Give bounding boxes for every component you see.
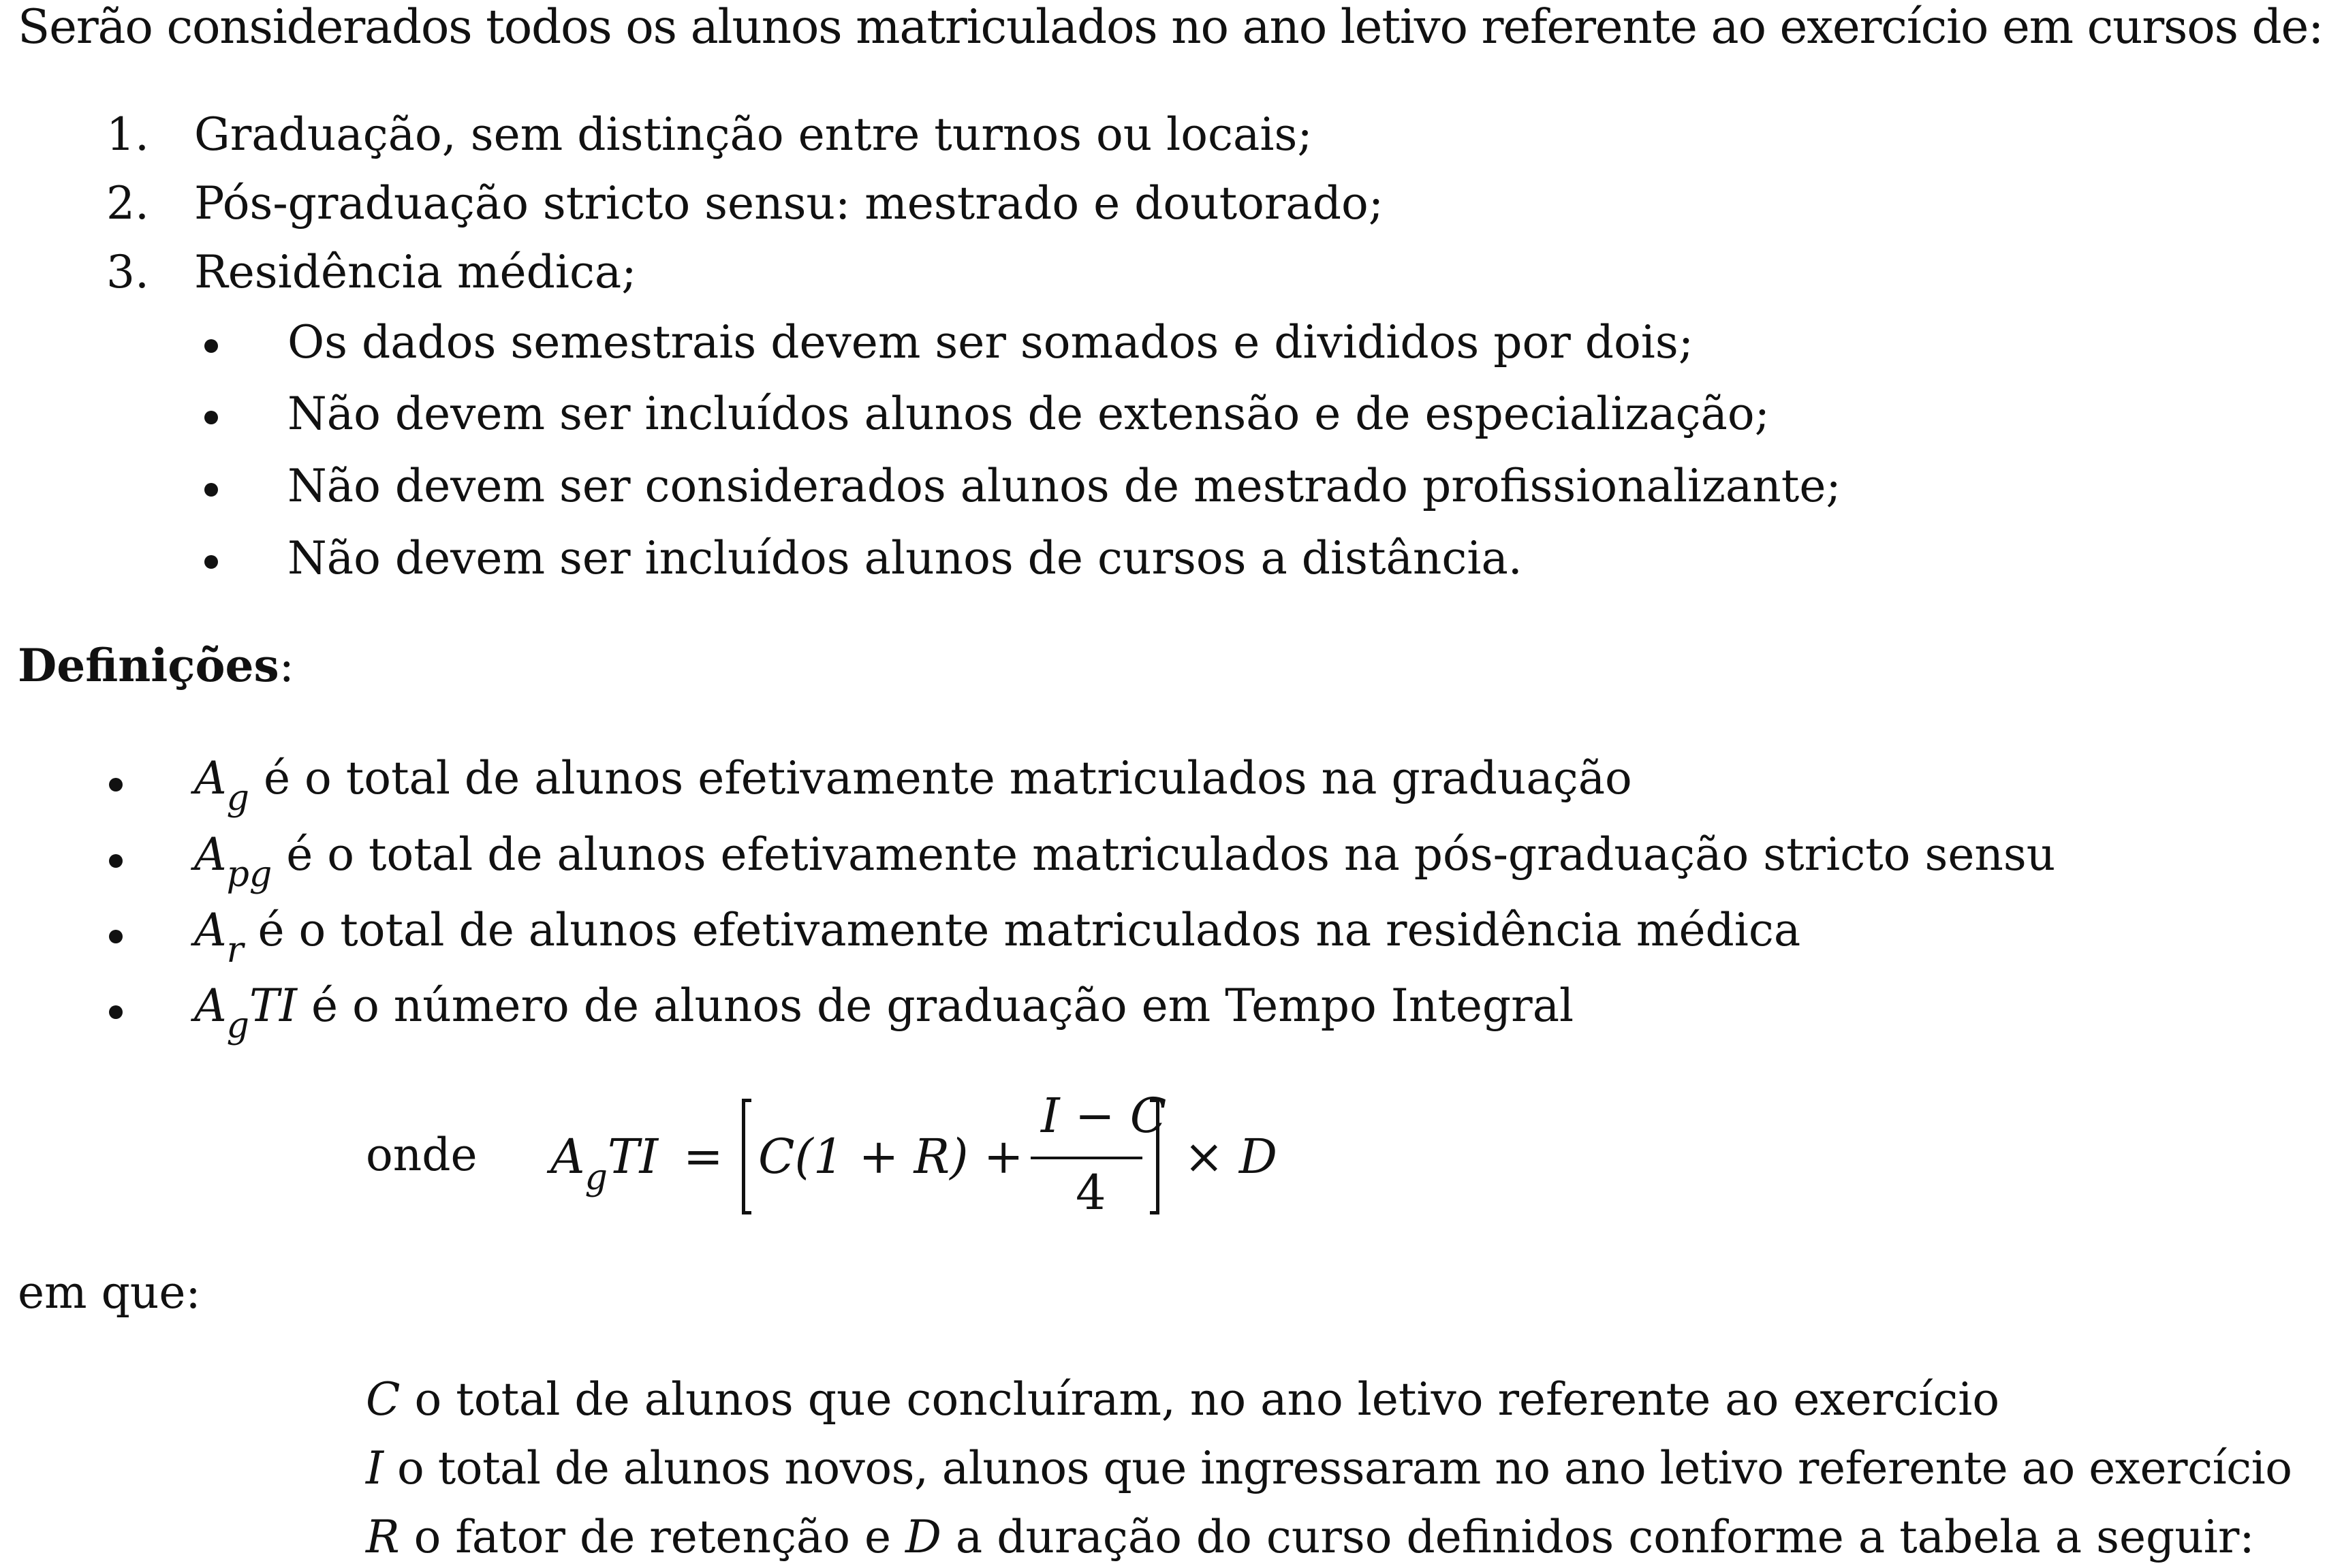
definition-2-text: é o total de alunos efetivamente matriculados na pós-graduação stricto sensu — [272, 828, 2056, 881]
definition-4-subscript: g — [226, 1005, 249, 1046]
definition-3-symbol: A — [194, 904, 227, 956]
em-que-label: em que: — [18, 1266, 201, 1319]
note-item-3: Não devem ser considerados alunos de mestrado profissionalizante; — [287, 460, 1841, 512]
numbered-item-2-number: 2. — [106, 177, 149, 230]
definitions-heading-colon: : — [279, 640, 294, 692]
formula-where-label: onde — [366, 1129, 478, 1181]
explanation-c — [366, 1373, 2008, 1426]
formula-denominator: 4 — [1076, 1165, 1106, 1221]
numbered-item-1-text: Graduação, sem distinção entre turnos ou locais; — [194, 108, 1313, 161]
definition-item-2 — [194, 828, 2136, 895]
intro-paragraph: Serão considerados todos os alunos matriculados no ano letivo referente ao exercício em cursos de: — [18, 0, 2324, 54]
explanation-i-symbol: I — [366, 1442, 384, 1494]
explanation-r-text: o fator de retenção e — [399, 1511, 906, 1563]
definition-3-subscript: r — [226, 930, 244, 971]
formula-lhs-suffix: TI — [607, 1129, 659, 1185]
definition-1-subscript: g — [226, 778, 249, 819]
formula-agti — [550, 1086, 1368, 1221]
note-item-2: Não devem ser incluídos alunos de extensão e de especialização; — [287, 388, 1770, 440]
definition-item-3 — [194, 904, 1863, 971]
formula-left-bracket — [742, 1099, 751, 1214]
note-bullet-4 — [204, 555, 218, 569]
note-item-4: Não devem ser incluídos alunos de cursos a distância. — [287, 532, 1523, 584]
note-item-1: Os dados semestrais devem ser somados e divididos por dois; — [287, 316, 1693, 369]
formula-c-term: C(1 + R) + — [758, 1129, 1024, 1185]
note-bullet-1 — [204, 339, 218, 353]
numbered-item-3-text: Residência médica; — [194, 246, 637, 298]
definition-2-symbol: A — [194, 828, 227, 881]
formula-numerator: I − C — [1041, 1088, 1167, 1144]
formula-lhs-symbol: A — [550, 1129, 585, 1185]
formula-right-bracket — [1150, 1099, 1159, 1214]
formula-fraction-line — [1031, 1157, 1142, 1159]
explanation-d-text: a duração do curso definidos conforme a tabela a seguir: — [941, 1511, 2255, 1563]
explanation-r-symbol: R — [366, 1511, 400, 1563]
formula-multiplier: × D — [1184, 1129, 1278, 1185]
formula-lhs — [550, 1129, 659, 1198]
explanation-i — [366, 1442, 2328, 1494]
definition-1-symbol: A — [194, 752, 227, 804]
formula-lhs-subscript: g — [584, 1157, 608, 1198]
definition-3-text: é o total de alunos efetivamente matriculados na residência médica — [243, 904, 1801, 956]
numbered-item-2-text: Pós-graduação stricto sensu: mestrado e doutorado; — [194, 177, 1384, 230]
explanation-i-text: o total de alunos novos, alunos que ingressaram no ano letivo referente ao exercício — [383, 1442, 2292, 1494]
numbered-item-1-number: 1. — [106, 108, 149, 161]
definition-4-text: é o número de alunos de graduação em Tempo Integral — [297, 979, 1574, 1032]
explanation-d-symbol: D — [905, 1511, 941, 1563]
definition-item-1 — [194, 752, 1720, 819]
definitions-heading — [18, 639, 294, 692]
definition-4-symbol: A — [194, 979, 227, 1032]
numbered-item-3-number: 3. — [106, 246, 149, 298]
explanation-r-d — [366, 1511, 2266, 1563]
definitions-heading-label: Definições — [18, 639, 279, 692]
definition-bullet-4 — [109, 1005, 123, 1019]
definition-bullet-3 — [109, 930, 123, 943]
definition-2-subscript: pg — [226, 854, 272, 895]
explanation-c-symbol: C — [366, 1373, 401, 1426]
definition-bullet-1 — [109, 778, 123, 791]
definition-1-text: é o total de alunos efetivamente matriculados na graduação — [249, 752, 1632, 804]
note-bullet-3 — [204, 483, 218, 497]
definition-bullet-2 — [109, 854, 123, 868]
definition-item-4 — [194, 979, 1659, 1046]
formula-equals: = — [683, 1129, 723, 1185]
definition-4-suffix: TI — [249, 979, 298, 1032]
note-bullet-2 — [204, 411, 218, 424]
explanation-c-text: o total de alunos que concluíram, no ano letivo referente ao exercício — [400, 1373, 2000, 1426]
